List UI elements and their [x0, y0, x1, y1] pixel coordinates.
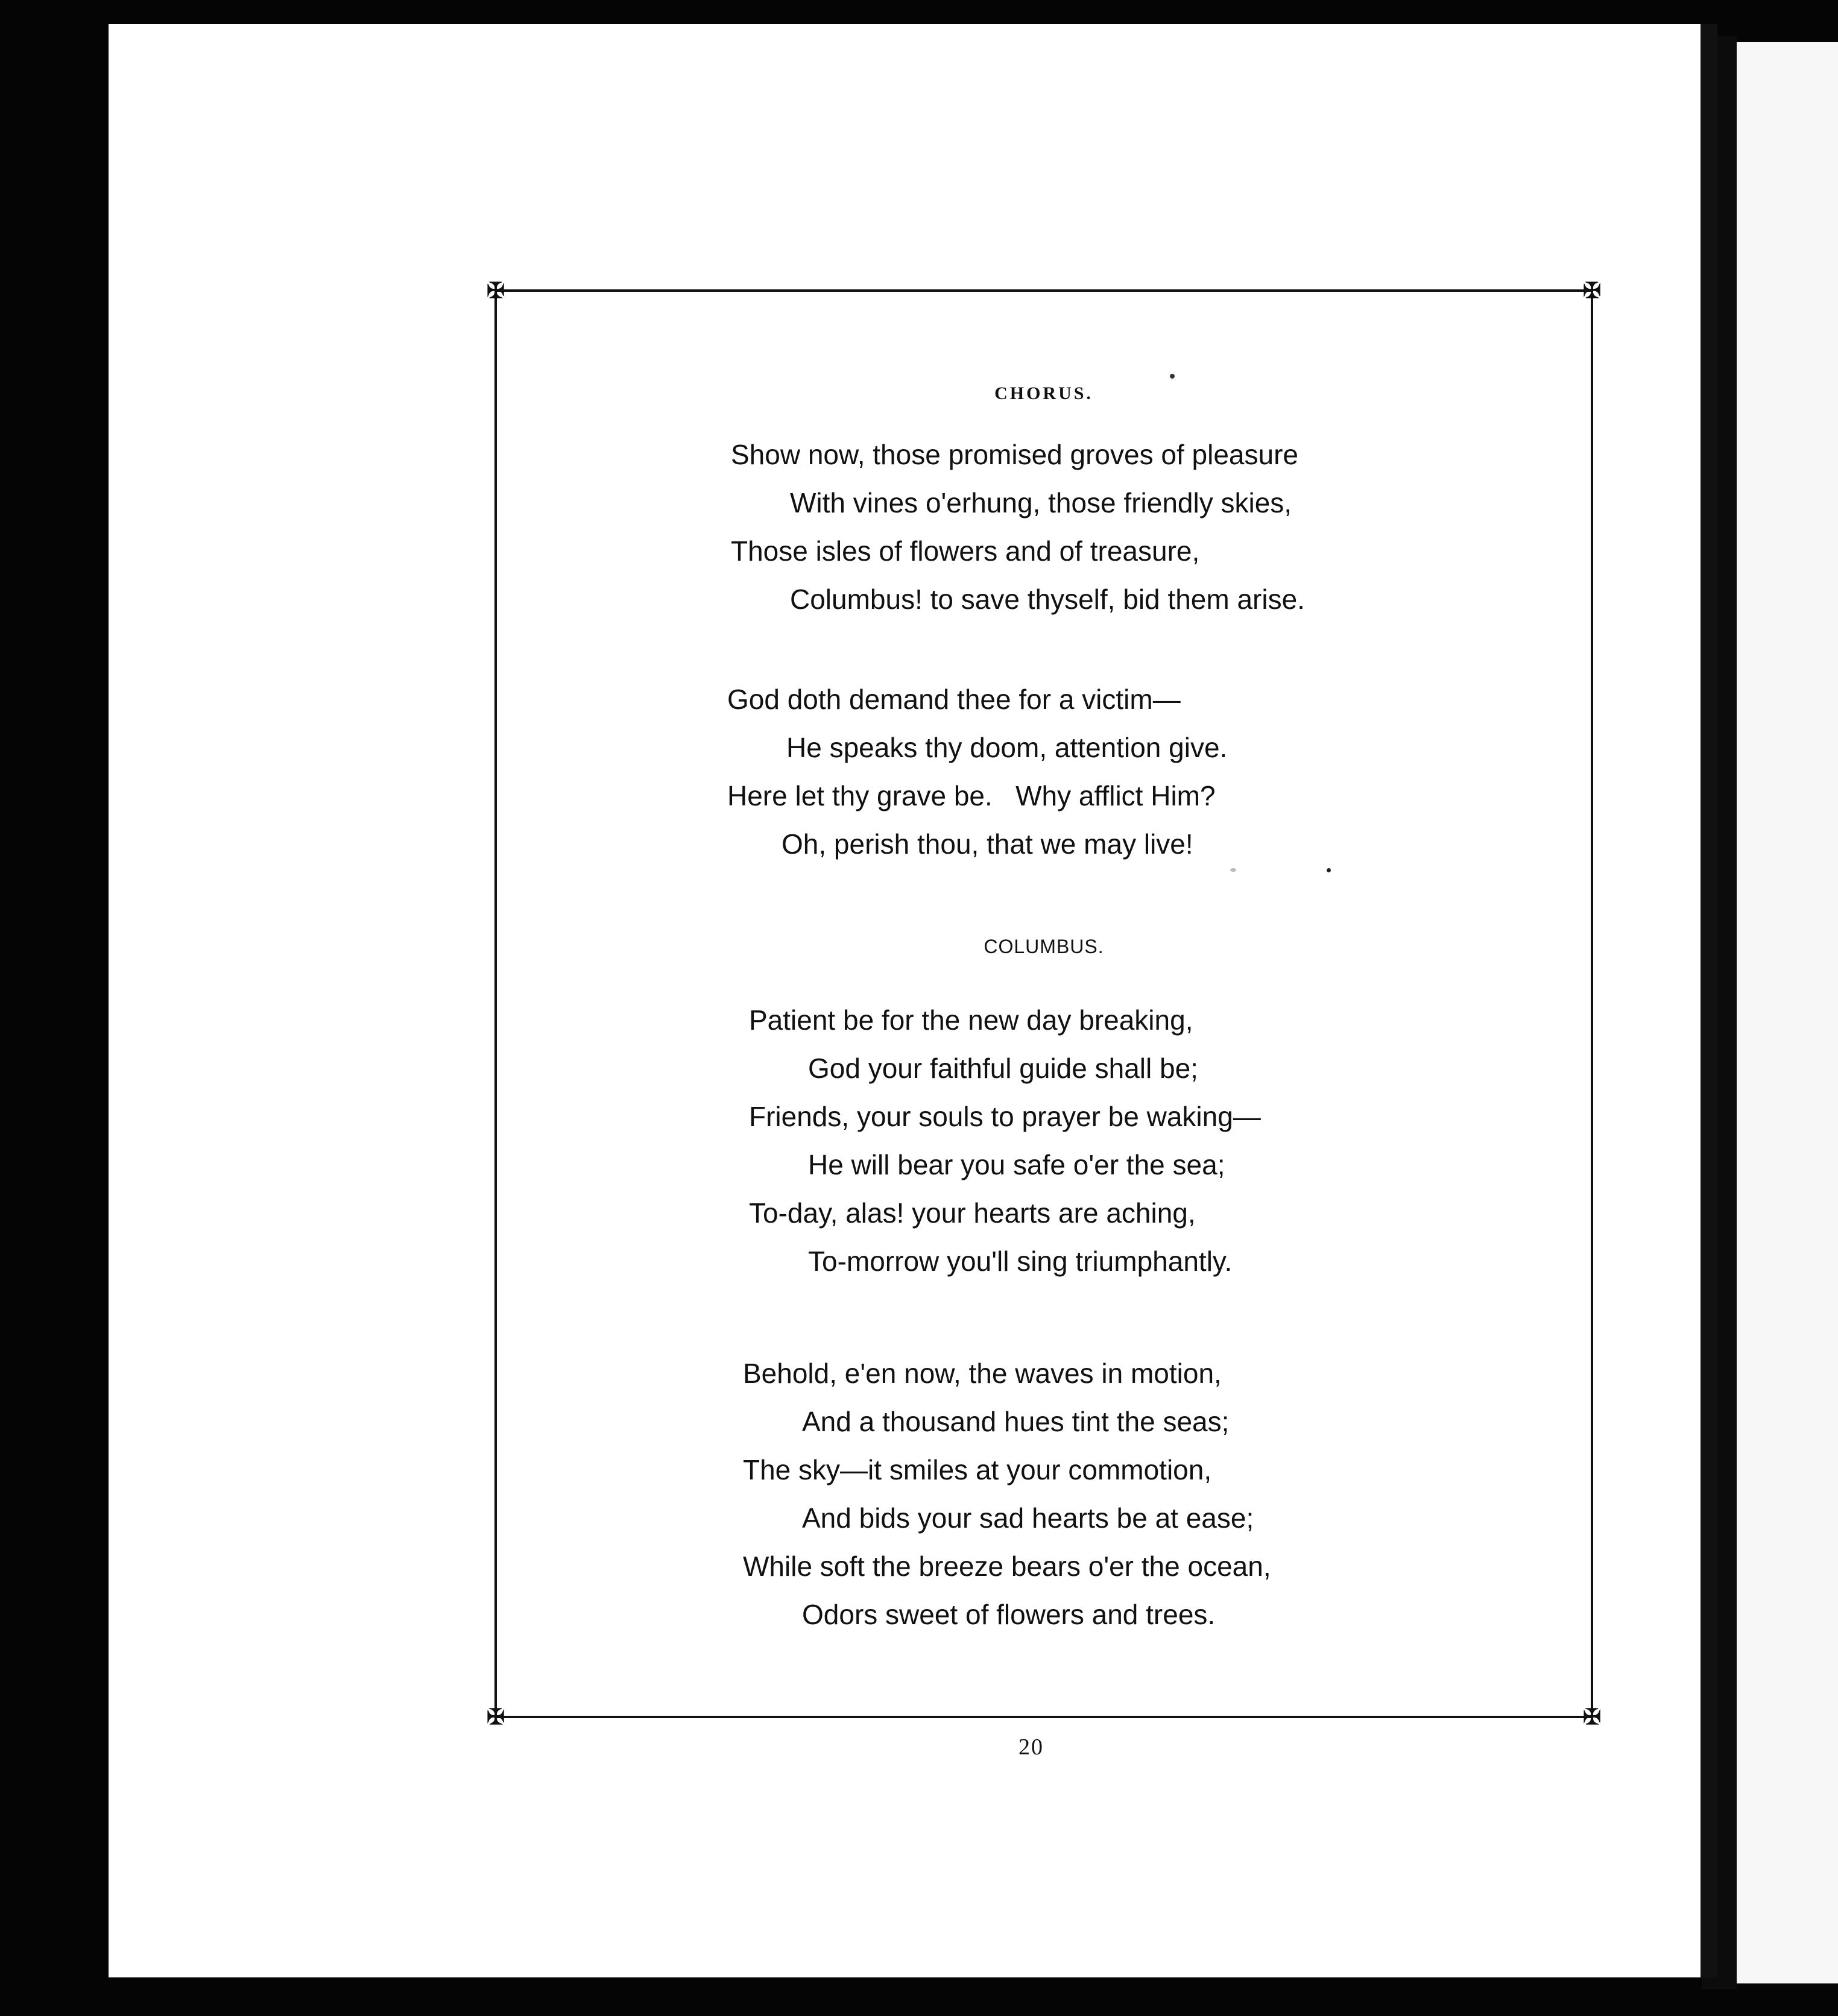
verse-line: While soft the breeze bears o'er the ocean,: [743, 1551, 1271, 1582]
page-number: 20: [1018, 1734, 1044, 1760]
verse-line: God doth demand thee for a victim—: [727, 684, 1181, 715]
verse-line: He will bear you safe o'er the sea;: [808, 1149, 1225, 1180]
verse-line: To-morrow you'll sing triumphantly.: [808, 1246, 1233, 1277]
verse-line: He speaks thy doom, attention give.: [786, 732, 1228, 763]
verse-line: Here let thy grave be. Why afflict Him?: [727, 780, 1216, 811]
verse-line: Show now, those promised groves of pleasure: [731, 439, 1298, 470]
verse-line: With vines o'erhung, those friendly skies,: [790, 487, 1292, 518]
columbus-heading: COLUMBUS.: [984, 936, 1104, 957]
maltese-cross-icon: ✠: [487, 1705, 505, 1729]
verse-line: Those isles of flowers and of treasure,: [731, 535, 1200, 567]
verse-line: Friends, your souls to prayer be waking—: [749, 1101, 1261, 1132]
paper-speck: [1170, 374, 1175, 379]
chorus-heading: CHORUS.: [994, 383, 1093, 403]
verse-line: Odors sweet of flowers and trees.: [802, 1599, 1216, 1630]
verse-line: To-day, alas! your hearts are aching,: [749, 1197, 1196, 1229]
facing-page-edge: [1737, 42, 1838, 1983]
stanza: [749, 996, 1261, 1285]
verse-line: Oh, perish thou, that we may live!: [782, 828, 1193, 860]
decorative-frame: [487, 279, 1602, 1729]
stanza: [731, 430, 1305, 623]
verse-line: Columbus! to save thyself, bid them arise.: [790, 584, 1305, 615]
verse-line: Patient be for the new day breaking,: [749, 1004, 1193, 1036]
paper-speck: [1230, 868, 1236, 872]
verse-line: And a thousand hues tint the seas;: [802, 1406, 1230, 1437]
stanza: [743, 1349, 1271, 1639]
maltese-cross-icon: ✠: [1583, 279, 1602, 303]
verse-line: And bids your sad hearts be at ease;: [802, 1502, 1254, 1534]
verse-line: The sky—it smiles at your commotion,: [743, 1454, 1212, 1485]
stanza: [727, 675, 1227, 868]
scanned-page: [109, 24, 1717, 1977]
maltese-cross-icon: ✠: [487, 279, 505, 303]
paper-speck: [1327, 868, 1331, 872]
verse-line: God your faithful guide shall be;: [808, 1053, 1198, 1084]
verse-line: Behold, e'en now, the waves in motion,: [743, 1358, 1222, 1389]
maltese-cross-icon: ✠: [1583, 1705, 1602, 1729]
